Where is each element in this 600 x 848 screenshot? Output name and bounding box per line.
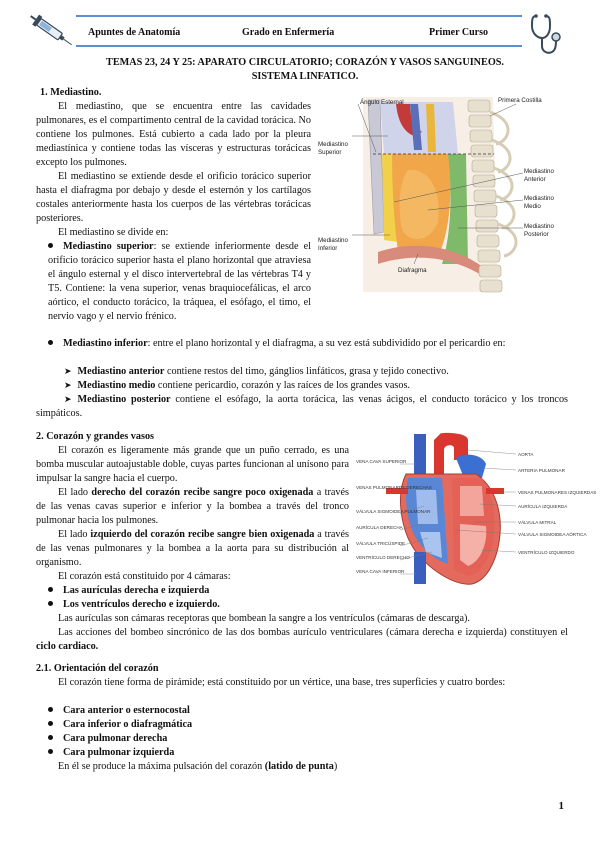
stethoscope-icon xyxy=(528,12,562,58)
heart-label-left-5: VÁLVULA TRICÚSPIDE xyxy=(356,541,406,546)
arrow-icon: ➤ xyxy=(64,394,72,404)
right-atrium xyxy=(416,490,438,524)
label-mediastino-anterior-1: Mediastino xyxy=(524,168,554,175)
mediastinum-figure xyxy=(318,92,568,300)
arrow-item-posterior: ➤ Mediastino posterior contiene el esófago, la aorta torácica, las venas ácigos, el conducto torácico y los troncos simpáticos. xyxy=(36,394,569,419)
label-mediastino-posterior-2: Posterior xyxy=(524,231,549,238)
header-right: Primer Curso xyxy=(429,27,488,38)
heart-label-left-1: VENA CAVA SUPERIOR xyxy=(356,459,407,464)
s1-paragraph-1: El mediastino, que se encuentra entre las cavidades pulmonares, es el compartimento central de la cavidad torácica. No contiene los pulmones. Está cubierto a cada lado por la pleura mediastínica y contiene todas las vísceras y estructuras torácicas excepto los pulmones. xyxy=(36,101,311,168)
label-mediastino-inferior-2: Inferior xyxy=(318,245,338,252)
header-left: Apuntes de Anatomía xyxy=(88,27,181,38)
bullet-dot xyxy=(48,587,53,592)
heart-label-right-7: VENTRÍCULO IZQUIERDO xyxy=(518,550,575,555)
s1-paragraph-2: El mediastino se extiende desde el orificio torácico superior hasta el diafragma por debajo y desde el esternón y los cartílagos costales anteriormente hasta los cuerpos de las vértebras torácicas posteriores. xyxy=(36,171,311,224)
bullet-dot xyxy=(48,601,53,606)
bullet-mediastino-superior: Mediastino superior: se extiende inferiormente desde el orificio torácico superior hasta el plano horizontal que atraviesa el ángulo esternal y el disco intervertebral de las vértebras T4 y T5. Contiene: la vena superior, venas braquiocefálicas, el arco aórtico, el conducto torácico, la tráquea, el esófago, el timo, el nervio vago y el nervio frénico. xyxy=(48,241,312,322)
label-mediastino-medio-1: Mediastino xyxy=(524,195,554,202)
heart-figure xyxy=(356,434,597,594)
label-primera-costilla: Primera Costilla xyxy=(498,97,542,104)
page-subtitle: SISTEMA LINFATICO. xyxy=(251,71,359,82)
s2-paragraph-1: El corazón es ligeramente más grande que un puño cerrado, es una bomba muscular autoajustable doble, cuyas partes funcionan al unísono para impulsar la sangre hacia el cuerpo. xyxy=(36,445,349,484)
s21-paragraph-1: El corazón tiene forma de pirámide; está constituido por un vértice, una base, tres superficies y cuatro bordes: xyxy=(58,677,506,688)
heart-label-left-2: VENAS PULMONARES DERECHAS xyxy=(356,485,432,490)
label-mediastino-anterior-2: Anterior xyxy=(524,176,546,183)
bullet-cara-pulmonar-derecha: Cara pulmonar derecha xyxy=(48,732,448,746)
bullet-dot xyxy=(48,735,53,740)
bullet-dot xyxy=(48,340,53,345)
header-rule-top xyxy=(76,15,522,17)
bullet-dot xyxy=(48,749,53,754)
bullet-dot xyxy=(48,721,53,726)
bullet-cara-pulmonar-izquierda: Cara pulmonar izquierda xyxy=(48,746,448,760)
heart-label-left-6: VENTRÍCULO DERECHO xyxy=(356,555,410,560)
arrow-icon: ➤ xyxy=(64,366,72,376)
bullet-cara-inferior: Cara inferior o diafragmática xyxy=(48,718,448,732)
heart-label-right-2: ARTERIA PULMONAR xyxy=(518,468,565,473)
bullet-dot xyxy=(48,707,53,712)
label-mediastino-medio-2: Medio xyxy=(524,203,541,210)
heart-label-left-7: VENA CAVA INFERIOR xyxy=(356,569,405,574)
bullet-cara-anterior: Cara anterior o esternocostal xyxy=(48,704,448,718)
s21-paragraph-2: En él se produce la máxima pulsación del corazón (latido de punta) xyxy=(58,761,338,772)
bullet-ventriculos: Los ventrículos derecho e izquierdo. xyxy=(48,598,348,612)
s1-paragraph-3: El mediastino se divide en: xyxy=(58,227,169,238)
heart-label-right-1: AORTA xyxy=(518,452,534,457)
heart-label-left-3: VÁLVULA SIGMOIDEA PULMONAR xyxy=(356,509,431,514)
section-2-1-heading: 2.1. Orientación del corazón xyxy=(36,663,159,674)
label-mediastino-inferior-1: Mediastino xyxy=(318,237,348,244)
heart-label-right-6: VÁLVULA SIGMOIDEA AÓRTICA xyxy=(518,532,587,537)
arrow-item-medio: ➤ Mediastino medio contiene pericardio, corazón y las raíces de los grandes vasos. xyxy=(64,380,410,391)
svc-shape xyxy=(414,434,426,474)
bullet-mediastino-inferior: Mediastino inferior: entre el plano horizontal y el diafragma, a su vez está subdividido por el pericardio en: xyxy=(48,337,568,351)
heart-label-left-4: AURÍCULA DERECHA xyxy=(356,525,403,530)
pulmonary-vein-left xyxy=(486,488,504,494)
page-title: TEMAS 23, 24 Y 25: APARATO CIRCULATORIO; CORAZÓN Y VASOS SANGUINEOS. xyxy=(106,57,504,68)
header-center: Grado en Enfermería xyxy=(242,27,335,38)
heart-label-right-3: VENAS PULMONARES IZQUIERDAS xyxy=(518,490,597,495)
label-diafragma: Diafragma xyxy=(398,267,427,274)
arrow-icon: ➤ xyxy=(64,380,72,390)
arrow-item-anterior: ➤ Mediastino anterior contiene restos del timo, gánglios linfáticos, grasa y tejido conectivo. xyxy=(64,366,449,377)
bullet-dot xyxy=(48,243,53,248)
header-rule-bottom xyxy=(76,45,522,47)
heart-label-right-4: AURÍCULA IZQUIERDA xyxy=(518,504,568,509)
s2-paragraph-2: El lado derecho del corazón recibe sangre poco oxigenada a través de las venas cavas superior e inferior y la bombea a través del tronco pulmonar hacia los pulmones. xyxy=(36,487,350,526)
section-2-heading: 2. Corazón y grandes vasos xyxy=(36,431,155,442)
heart-label-right-5: VÁLVULA MITRAL xyxy=(518,520,557,525)
s2-paragraph-3: El lado izquierdo del corazón recibe sangre bien oxigenada a través de las venas pulmonares y la bombea a la aorta para su distribución al organismo. xyxy=(36,529,349,568)
label-mediastino-superior-1: Mediastino xyxy=(318,141,348,148)
syringe-icon xyxy=(30,13,74,49)
s2-paragraph-4: El corazón está constituido por 4 cámaras: xyxy=(58,571,231,582)
label-mediastino-posterior-1: Mediastino xyxy=(524,223,554,230)
left-atrium xyxy=(460,486,484,516)
section-1-heading: 1. Mediastino. xyxy=(40,87,102,98)
page-number: 1 xyxy=(558,800,564,812)
label-mediastino-superior-2: Superior xyxy=(318,149,342,156)
ivc-shape xyxy=(414,552,426,584)
s2-paragraph-5: Las aurículas son cámaras receptoras que bombean la sangre a los ventrículos (cámaras de descarga). xyxy=(58,613,470,624)
s2-paragraph-6: Las acciones del bombeo sincrónico de las dos bombas aurículo ventriculares (cámara derecha e izquierda) constituyen el ciclo cardiaco. xyxy=(36,627,568,652)
bullet-auriculas: Las aurículas derecha e izquierda xyxy=(48,584,348,598)
label-angulo-esternal: Ángulo Esternal xyxy=(360,99,404,106)
